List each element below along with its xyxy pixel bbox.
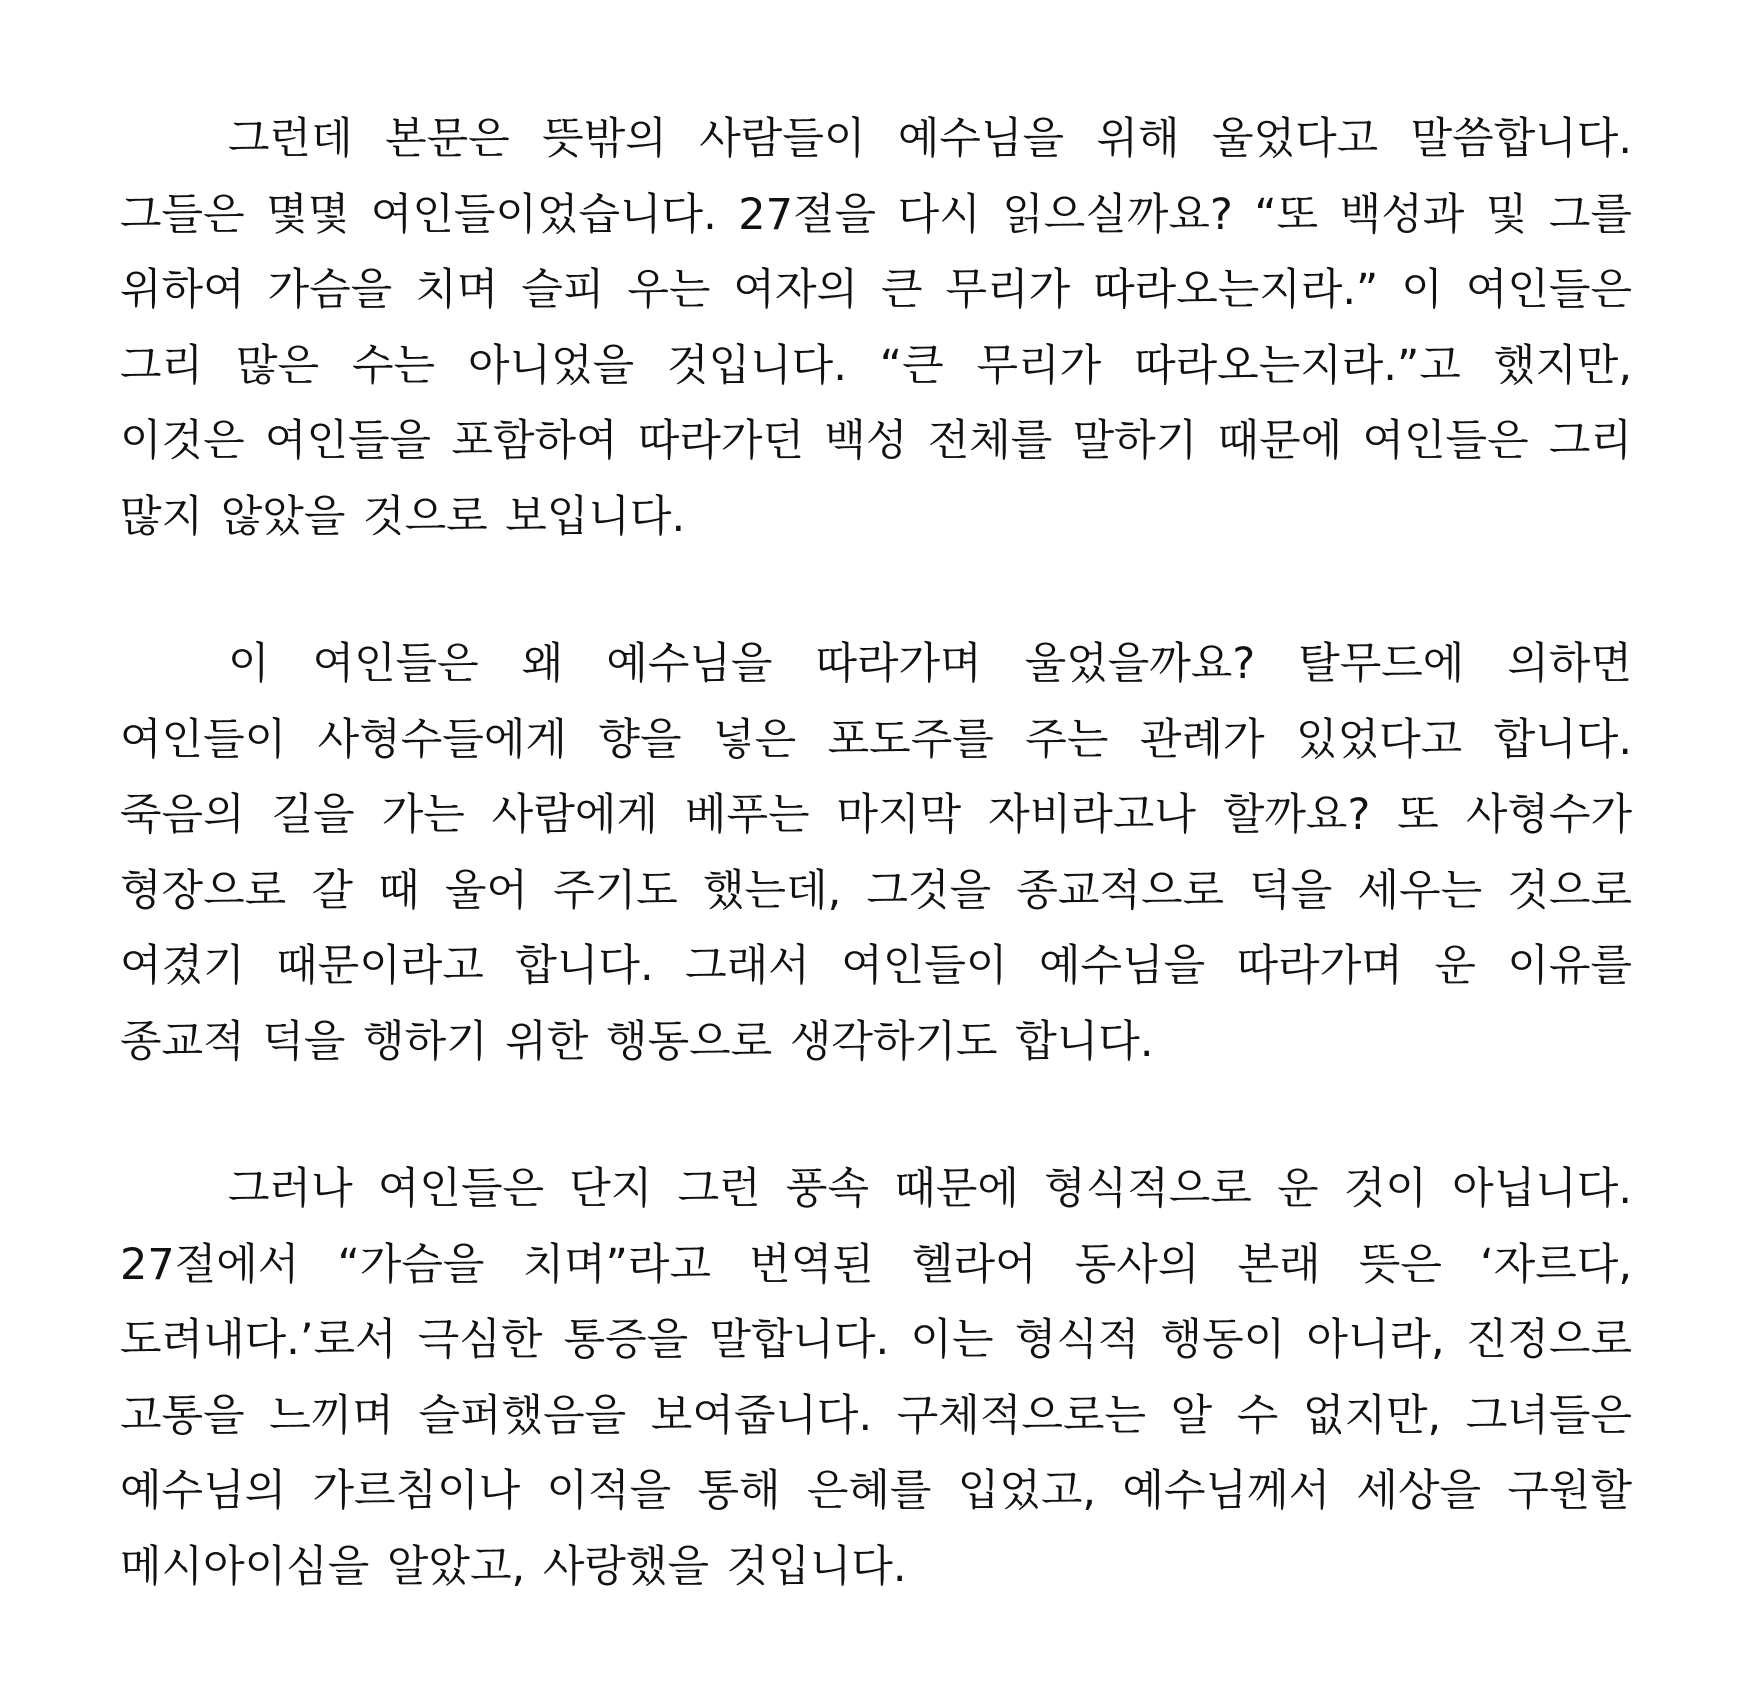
body-text	[120, 102, 1632, 1605]
paragraph-2: 이 여인들은 왜 예수님을 따라가며 울었을까요? 탈무드에 의하면 여인들이 사형수들에게 향을 넣은 포도주를 주는 관례가 있었다고 합니다. 죽음의 길을 가는 사람에게 베푸는 마지막 자비라고나 할까요? 또 사형수가 형장으로 갈 때 울어 주기도 했는데, 그것을 종교적으로 덕을 세우는 것으로 여겼기 때문이라고 합니다. 그래서 여인들이 예수님을 따라가며 운 이유를 종교적 덕을 행하기 위한 행동으로 생각하기도 합니다.	[120, 639, 1632, 1067]
paragraph-1: 그런데 본문은 뜻밖의 사람들이 예수님을 위해 울었다고 말씀합니다. 그들은 몇몇 여인들이었습니다. 27절을 다시 읽으실까요? “또 백성과 및 그를 위하여 가슴을 치며 슬피 우는 여자의 큰 무리가 따라오는지라.” 이 여인들은 그리 많은 수는 아니었을 것입니다. “큰 무리가 따라오는지라.”고 했지만, 이것은 여인들을 포함하여 따라가던 백성 전체를 말하기 때문에 여인들은 그리 많지 않았을 것으로 보입니다.	[120, 114, 1632, 542]
paragraph-3: 그러나 여인들은 단지 그런 풍속 때문에 형식적으로 운 것이 아닙니다. 27절에서 “가슴을 치며”라고 번역된 헬라어 동사의 본래 뜻은 ‘자르다, 도려내다.’로서 극심한 통증을 말합니다. 이는 형식적 행동이 아니라, 진정으로 고통을 느끼며 슬퍼했음을 보여줍니다. 구체적으로는 알 수 없지만, 그녀들은 예수님의 가르침이나 이적을 통해 은혜를 입었고, 예수님께서 세상을 구원할 메시아이심을 알았고, 사랑했을 것입니다.	[120, 1164, 1632, 1592]
